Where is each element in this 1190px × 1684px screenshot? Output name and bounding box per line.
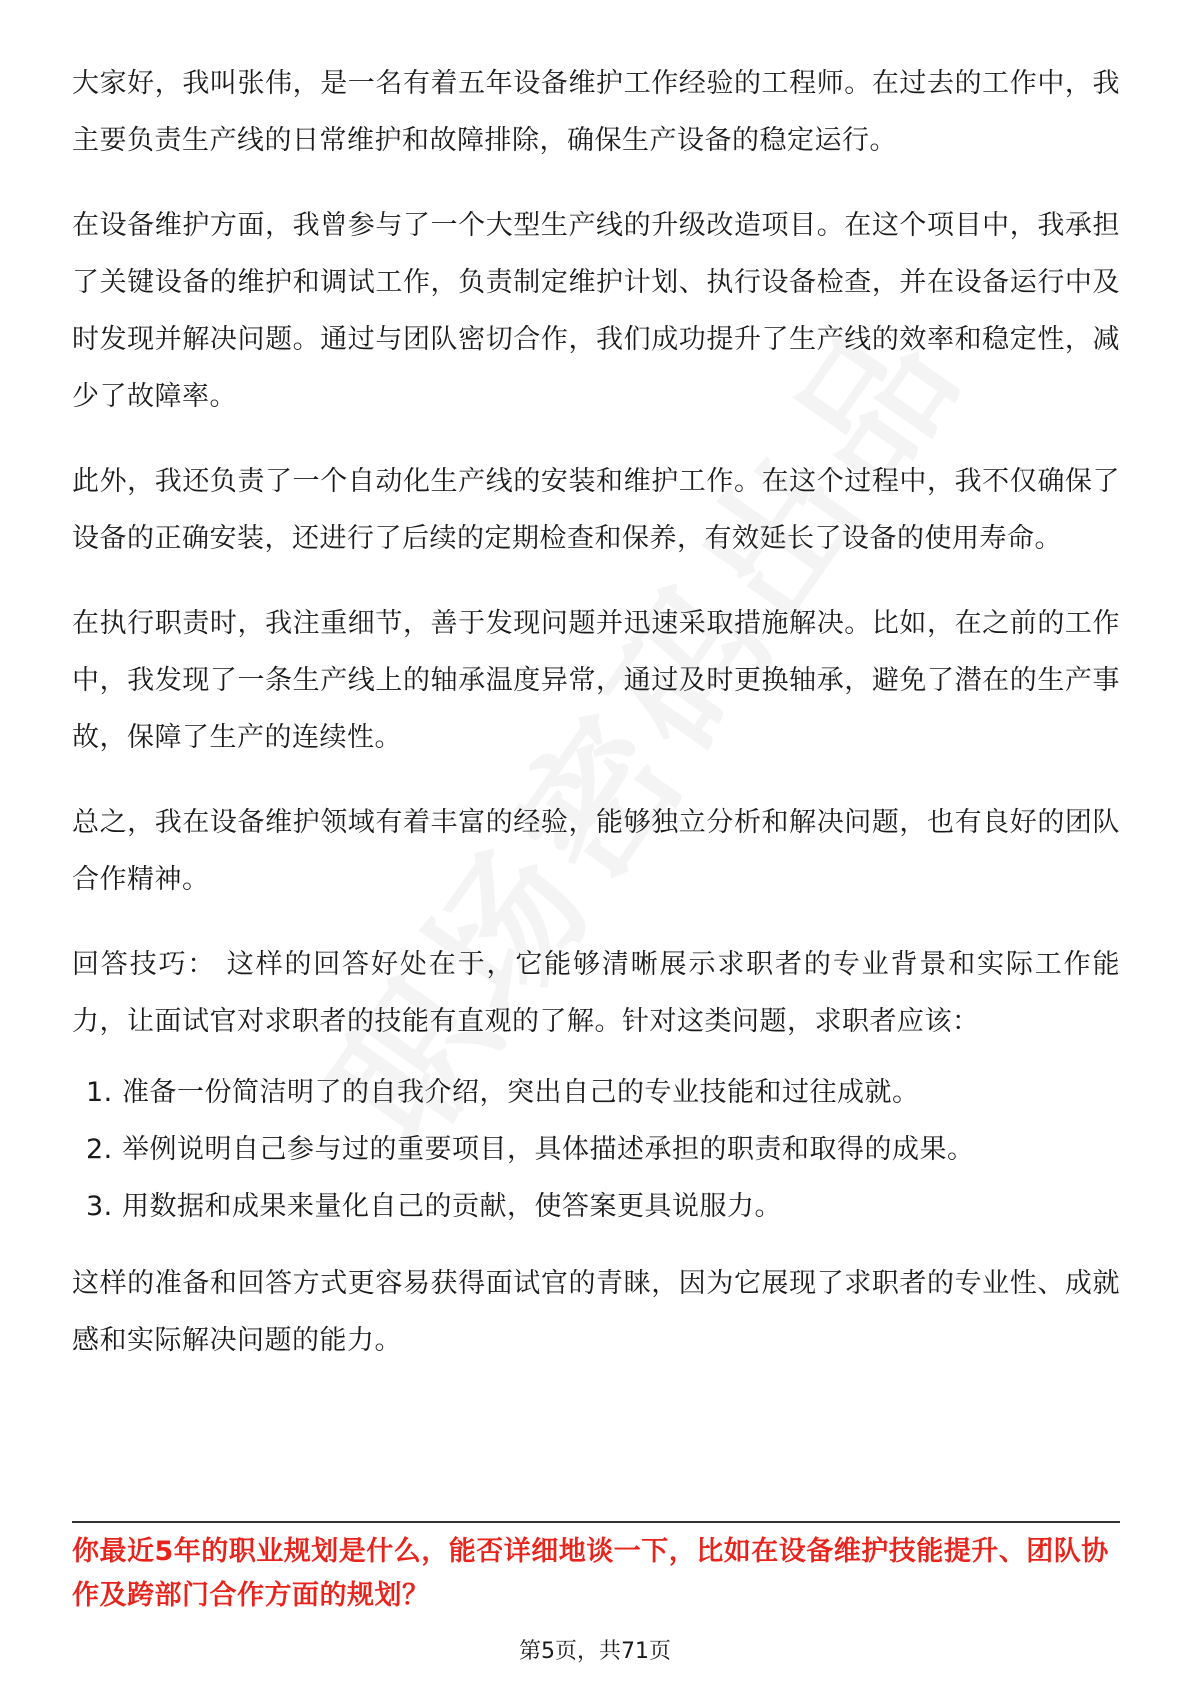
paragraph-upgrade-project: 在设备维护方面，我曾参与了一个大型生产线的升级改造项目。在这个项目中，我承担了关键设备的维护和调试工作，负责制定维护计划、执行设备检查，并在设备运行中及时发现并解决问题。通过与团队密切合作，我们成功提升了生产线的效率和稳定性，减少了故障率。 xyxy=(72,210,1120,412)
list-number: 1. xyxy=(86,1077,113,1108)
paragraph-intro: 大家好，我叫张伟，是一名有着五年设备维护工作经验的工程师。在过去的工作中，我主要负责生产线的日常维护和故障排除，确保生产设备的稳定运行。 xyxy=(72,68,1120,156)
paragraph-automation-line: 此外，我还负责了一个自动化生产线的安装和维护工作。在这个过程中，我不仅确保了设备的正确安装，还进行了后续的定期检查和保养，有效延长了设备的使用寿命。 xyxy=(72,466,1120,554)
list-text: 准备一份简洁明了的自我介绍，突出自己的专业技能和过往成就。 xyxy=(122,1077,920,1108)
list-number: 3. xyxy=(86,1191,113,1222)
list-text: 用数据和成果来量化自己的贡献，使答案更具说服力。 xyxy=(122,1191,782,1222)
paragraph-attention-detail: 在执行职责时，我注重细节，善于发现问题并迅速采取措施解决。比如，在之前的工作中，我发现了一条生产线上的轴承温度异常，通过及时更换轴承，避免了潜在的生产事故，保障了生产的连续性。 xyxy=(72,608,1120,753)
list-number: 2. xyxy=(86,1134,113,1165)
paragraph-closing: 这样的准备和回答方式更容易获得面试官的青睐，因为它展现了求职者的专业性、成就感和实际解决问题的能力。 xyxy=(72,1268,1120,1356)
next-question-heading: 你最近5年的职业规划是什么，能否详细地谈一下，比如在设备维护技能提升、团队协作及跨部门合作方面的规划？ xyxy=(72,1536,1109,1611)
list-item xyxy=(72,1121,1120,1178)
section-divider xyxy=(72,1521,1120,1523)
paragraph-summary: 总之，我在设备维护领域有着丰富的经验，能够独立分析和解决问题，也有良好的团队合作精神。 xyxy=(72,807,1120,895)
page-number: 第5页，共71页 xyxy=(519,1639,671,1664)
answer-body xyxy=(72,55,1120,1397)
paragraph-answer-tips: 回答技巧： 这样的回答好处在于，它能够清晰展示求职者的专业背景和实际工作能力，让面试官对求职者的技能有直观的了解。针对这类问题，求职者应该： xyxy=(72,949,1120,1037)
list-item xyxy=(72,1064,1120,1121)
list-text: 举例说明自己参与过的重要项目，具体描述承担的职责和取得的成果。 xyxy=(122,1134,975,1165)
tips-list xyxy=(72,1064,1120,1235)
list-item xyxy=(72,1178,1120,1235)
